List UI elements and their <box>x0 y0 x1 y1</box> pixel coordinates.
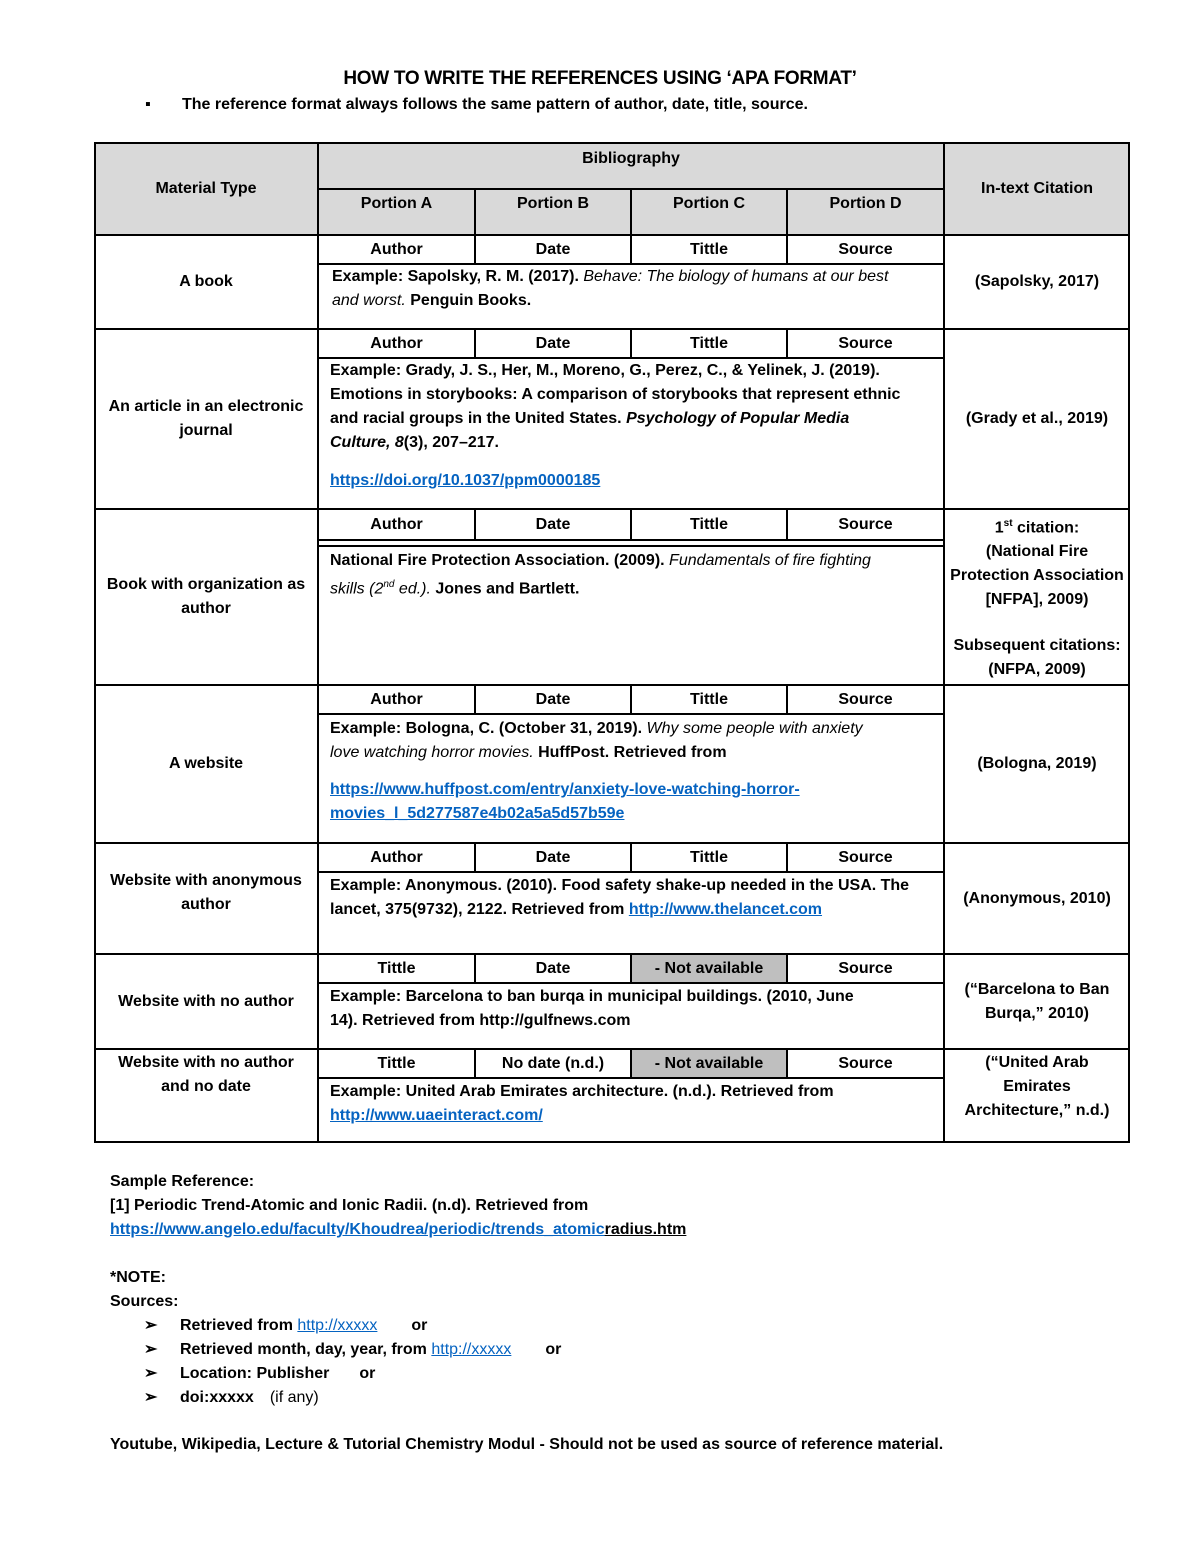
huffpost-link[interactable]: https://www.huffpost.com/entry/anxiety-love-watching-horror- movies_l_5d277587e4b02a5a5d57b59e <box>330 781 800 822</box>
sources-label: Sources: <box>110 1293 179 1310</box>
subheader: Tittle <box>690 849 728 866</box>
subheader: Tittle <box>690 516 728 533</box>
sample-reference <box>110 1170 686 1242</box>
lancet-link[interactable]: http://www.thelancet.com <box>628 901 823 918</box>
list-item: ➢ Retrieved from http://xxxxx or <box>110 1314 561 1338</box>
example-article: Example: Grady, J. S., Her, M., Moreno, G., Perez, C., & Yelinek, J. (2019). Emotions in storybooks: A comparison of storybooks that represent ethnic and racial groups in the United States. Psychology of Popular Media Culture, 8(3), 207–217. https://doi.org/10.1037/ppm0000185 <box>330 362 901 489</box>
angelo-link[interactable]: https://www.angelo.edu/faculty/Khoudrea/periodic/trends_atomic <box>110 1221 605 1238</box>
material-article: An article in an electronic journal <box>108 398 304 439</box>
footer-warning: Youtube, Wikipedia, Lecture & Tutorial Chemistry Modul - Should not be used as source of reference material. <box>110 1436 944 1453</box>
citation-article: (Grady et al., 2019) <box>965 410 1109 427</box>
subheader: Source <box>838 241 893 258</box>
subheader: Tittle <box>690 241 728 258</box>
subheader: Author <box>370 849 423 866</box>
list-item: ➢ Location: Publisher or <box>110 1362 561 1386</box>
uae-link[interactable]: http://www.uaeinteract.com/ <box>330 1107 543 1124</box>
example-no-author-no-date: Example: United Arab Emirates architecture. (n.d.). Retrieved from http://www.uaeinteract.com/ <box>330 1083 834 1124</box>
material-anonymous: Website with anonymous author <box>110 872 302 913</box>
subheader: Author <box>370 516 423 533</box>
subheader: Tittle <box>690 691 728 708</box>
arrow-icon: ➢ <box>144 1341 158 1358</box>
subheader: Source <box>838 849 893 866</box>
subheader: Source <box>838 691 893 708</box>
arrow-icon: ➢ <box>144 1389 158 1406</box>
header-bibliography: Bibliography <box>582 150 680 167</box>
subheader: Tittle <box>377 960 416 977</box>
example-no-author: Example: Barcelona to ban burqa in municipal buildings. (2010, June 14). Retrieved from http://gulfnews.com <box>330 988 854 1029</box>
subheader: Author <box>370 691 423 708</box>
citation-anonymous: (Anonymous, 2010) <box>963 889 1111 907</box>
subheader: Tittle <box>690 335 728 352</box>
page-title: HOW TO WRITE THE REFERENCES USING ‘APA FORMAT’ <box>343 68 857 89</box>
material-book: A book <box>179 273 233 290</box>
material-no-author-no-date: Website with no author and no date <box>118 1054 294 1095</box>
xxxxx-link[interactable]: http://xxxxx <box>297 1317 378 1334</box>
header-portion-a: Portion A <box>360 195 433 212</box>
note-section <box>110 1266 561 1410</box>
subheader-not-available: - Not available <box>654 960 764 977</box>
citation-org-book: 1st citation: (National Fire Protection Association [NFPA], 2009) Subsequent citations: (NFPA, 2009) <box>950 517 1124 679</box>
arrow-icon: ➢ <box>144 1365 158 1382</box>
subheader: Date <box>535 516 571 533</box>
subheader: Date <box>535 335 571 352</box>
material-no-author: Website with no author <box>118 992 294 1010</box>
subheader: Date <box>535 960 571 977</box>
subheader: Source <box>838 960 893 977</box>
sample-reference-label: Sample Reference: <box>110 1173 255 1190</box>
apa-reference-table <box>94 142 1130 1143</box>
citation-no-author: (“Barcelona to Ban Burqa,” 2010) <box>964 980 1110 1022</box>
example-org-book: National Fire Protection Association. (2009). Fundamentals of fire fighting skills (2nd ed.). Jones and Bartlett. <box>330 552 871 598</box>
citation-book: (Sapolsky, 2017) <box>974 273 1100 290</box>
subheader: Date <box>535 691 571 708</box>
subheader: No date (n.d.) <box>501 1055 605 1072</box>
list-item: ➢ Retrieved month, day, year, from http://xxxxx or <box>110 1338 561 1362</box>
citation-website: (Bologna, 2019) <box>977 755 1097 772</box>
subheader: Source <box>838 335 893 352</box>
arrow-icon: ➢ <box>144 1317 158 1334</box>
xxxxx-link[interactable]: http://xxxxx <box>431 1341 512 1358</box>
subheader-not-available: - Not available <box>654 1055 764 1072</box>
doi-link[interactable]: https://doi.org/10.1037/ppm0000185 <box>330 472 601 489</box>
header-portion-d: Portion D <box>829 195 902 212</box>
header-material-type: Material Type <box>155 179 257 197</box>
subheader: Source <box>838 1055 893 1072</box>
subheader: Source <box>838 516 893 533</box>
material-org-book: Book with organization as author <box>106 576 306 617</box>
header-portion-b: Portion B <box>517 195 589 212</box>
header-intext-citation: In-text Citation <box>981 179 1093 197</box>
note-label: *NOTE: <box>110 1269 166 1286</box>
intro-text: The reference format always follows the same pattern of author, date, title, source. <box>182 96 808 113</box>
example-anonymous: Example: Anonymous. (2010). Food safety shake-up needed in the USA. The lancet, 375(9732), 2122. Retrieved from http://www.thelancet.com <box>330 877 910 918</box>
sample-reference-line: [1] Periodic Trend-Atomic and Ionic Radii. (n.d). Retrieved from <box>110 1197 589 1214</box>
subheader: Tittle <box>377 1055 416 1072</box>
subheader: Author <box>370 241 423 258</box>
subheader: Date <box>535 241 571 258</box>
subheader: Author <box>370 335 423 352</box>
bullet-icon: ▪ <box>145 96 151 113</box>
material-website: A website <box>168 755 244 772</box>
example-website: Example: Bologna, C. (October 31, 2019). Why some people with anxiety love watching horror movies. HuffPost. Retrieved from https://www.huffpost.com/entry/anxiety-love-watching-horror- movies_l_5d277587e4b02a5a5d57b59e <box>330 717 942 826</box>
list-item: ➢ doi:xxxxx (if any) <box>110 1386 561 1410</box>
header-portion-c: Portion C <box>673 195 745 212</box>
subheader: Date <box>535 849 571 866</box>
angelo-link-tail[interactable]: radius.htm <box>604 1221 687 1238</box>
example-book: Example: Sapolsky, R. M. (2017). Behave: The biology of humans at our best and worst. Penguin Books. <box>332 268 889 309</box>
citation-no-author-no-date: (“United Arab Emirates Architecture,” n.d.) <box>964 1054 1110 1119</box>
